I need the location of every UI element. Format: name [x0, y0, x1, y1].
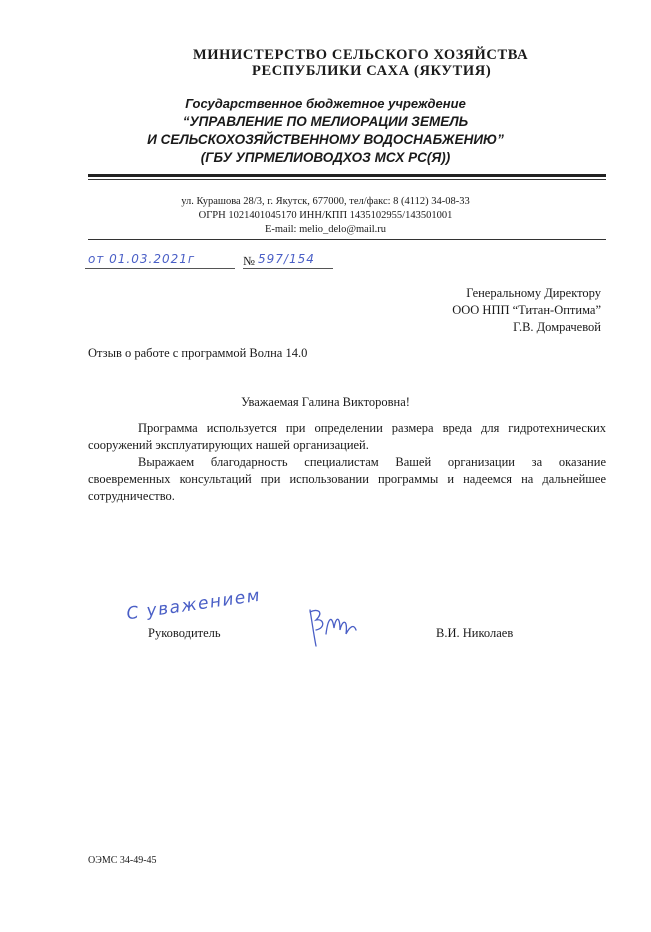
institution-abbreviation: (ГБУ УПРМЕЛИОВОДХОЗ МСХ РС(Я))	[200, 150, 451, 165]
signature-icon	[302, 604, 360, 650]
footer-code: ОЭМС 34-49-45	[88, 855, 157, 866]
registration-date-underline	[85, 268, 235, 269]
signatory-name: В.И. Николаев	[436, 626, 514, 640]
letter-body	[88, 420, 606, 505]
institution-type: Государственное бюджетное учреждение	[185, 96, 466, 111]
signatory-title: Руководитель	[148, 626, 221, 640]
addressee-name: Г.В. Домрачевой	[513, 320, 601, 334]
salutation: Уважаемая Галина Викторовна!	[241, 395, 410, 409]
registration-number-prefix: №	[243, 254, 255, 268]
body-paragraph-1: Программа используется при определении размера вреда для гидротехнических сооружений эксплуатирующих нашей организацией.	[88, 421, 606, 452]
registration-date: от 01.03.2021г	[88, 252, 196, 266]
registration-number-underline	[243, 268, 333, 269]
ministry-name-line1: МИНИСТЕРСТВО СЕЛЬСКОГО ХОЗЯЙСТВА	[193, 47, 529, 63]
contact-ids: ОГРН 1021401045170 ИНН/КПП 1435102955/143501001	[198, 210, 453, 221]
header-divider-thick	[88, 174, 606, 177]
header-divider-thin	[88, 179, 606, 180]
body-paragraph-2: Выражаем благодарность специалистам Вашей организации за оказание своевременных консультаций при использовании программы и надеемся на дальнейшее сотрудничество.	[88, 455, 606, 503]
registration-number: 597/154	[258, 252, 315, 266]
contacts-divider	[88, 239, 606, 240]
handwritten-regards: С уважением	[125, 585, 263, 625]
institution-name-line1: “УПРАВЛЕНИЕ ПО МЕЛИОРАЦИИ ЗЕМЕЛЬ	[182, 114, 469, 129]
contact-email: E-mail: melio_delo@mail.ru	[264, 224, 387, 235]
addressee-company: ООО НПП “Титан-Оптима”	[452, 303, 601, 317]
contact-address: ул. Курашова 28/3, г. Якутск, 677000, тел/факс: 8 (4112) 34-08-33	[181, 196, 470, 207]
addressee-position: Генеральному Директору	[466, 286, 601, 300]
ministry-name-line2: РЕСПУБЛИКИ САХА (ЯКУТИЯ)	[252, 63, 492, 79]
letter-subject: Отзыв о работе с программой Волна 14.0	[88, 346, 308, 360]
institution-name-line2: И СЕЛЬСКОХОЗЯЙСТВЕННОМУ ВОДОСНАБЖЕНИЮ”	[147, 132, 504, 147]
